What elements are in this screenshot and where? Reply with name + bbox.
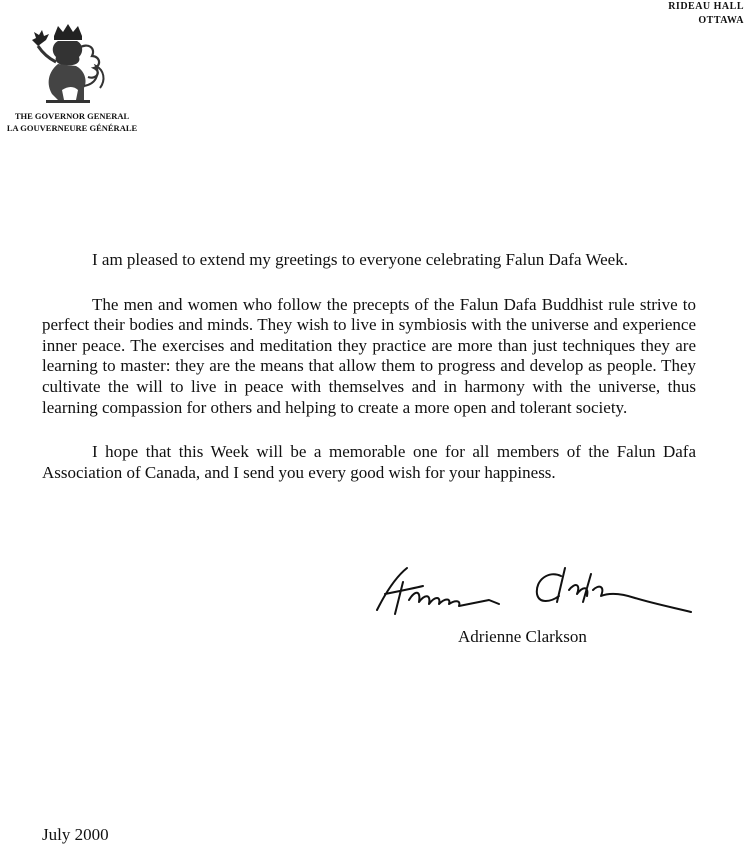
letter-date: July 2000: [42, 825, 109, 844]
letter-body: [42, 250, 696, 507]
letterhead-office: [2, 110, 142, 134]
handwritten-signature-icon: [365, 560, 695, 622]
office-title-french: LA GOUVERNEURE GÉNÉRALE: [6, 123, 138, 133]
address-line-2: OTTAWA: [698, 15, 744, 26]
address-line-1: RIDEAU HALL: [668, 1, 744, 12]
closing-paragraph: I hope that this Week will be a memorable one for all members of the Falun Dafa Association of Canada, and I send you every good wish for your happiness.: [42, 442, 696, 482]
signer-name: Adrienne Clarkson: [458, 627, 587, 646]
greeting-paragraph: I am pleased to extend my greetings to everyone celebrating Falun Dafa Week.: [92, 250, 628, 269]
body-paragraph: The men and women who follow the precepts of the Falun Dafa Buddhist rule strive to perfect their bodies and minds. They wish to live in symbiosis with the universe and experience inner peace. The exercises and meditation they practice are more than just techniques they are learning to master: they are the means that allow them to progress and develop as people. They cultivate the will to live in peace with themselves and in harmony with the universe, thus learning compassion for others and helping to create a more open and tolerant society.: [42, 294, 696, 417]
letterhead-address: [668, 0, 744, 28]
royal-crest-lion-icon: [18, 22, 118, 104]
office-title-english: THE GOVERNOR GENERAL: [14, 111, 130, 121]
